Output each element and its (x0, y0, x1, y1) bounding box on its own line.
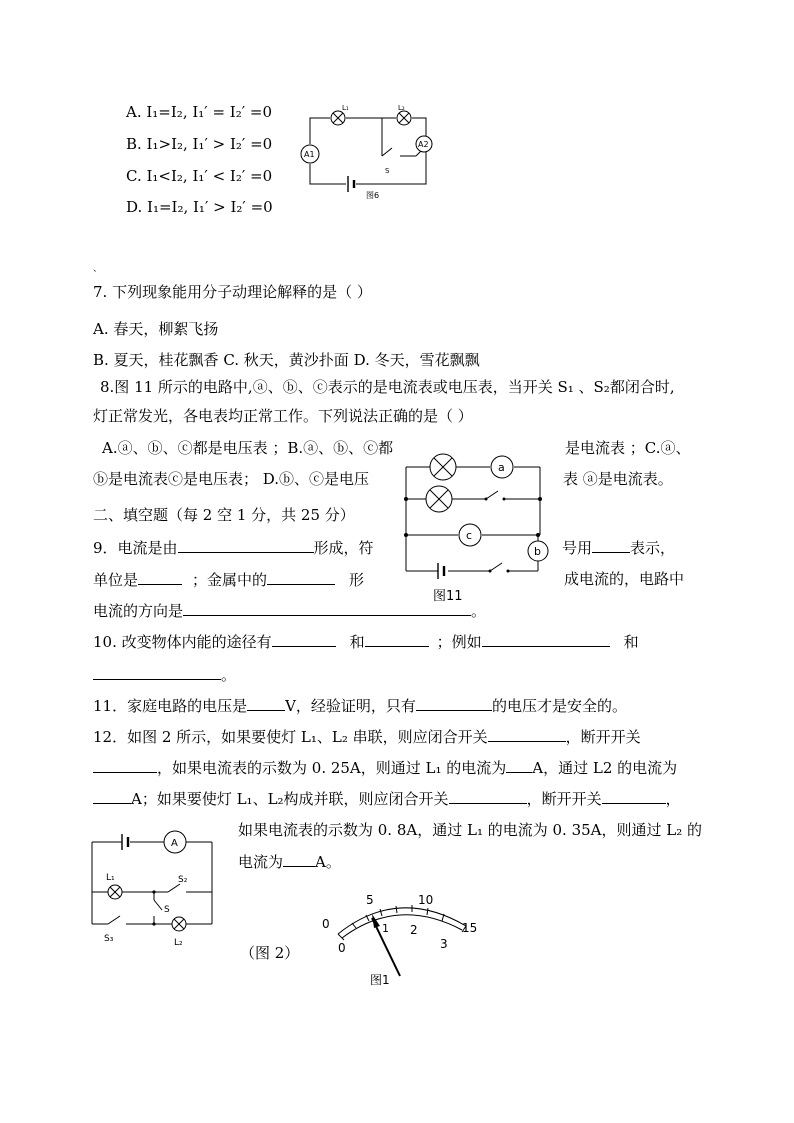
q12-text-3: ，如果电流表的示数为 0. 25A，则通过 L₁ 的电流为 (157, 759, 507, 777)
q8-option-right-1: 是电流表 ；C.ⓐ、 (565, 439, 691, 457)
q11-text-3: 的电压才是安全的。 (491, 697, 627, 715)
q6-option-a: A. I₁=I₂, I₁′ = I₂′ =0 (126, 103, 273, 121)
q10-text-4: 和 (623, 633, 639, 651)
section-2-title: 二、填空题（每 2 空 1 分，共 25 分） (93, 506, 355, 524)
q12-text-7: ， (665, 790, 681, 808)
fig6-ammeter-a1: A1 (304, 150, 315, 159)
q7-options-bcd: B. 夏天，桂花飘香 C. 秋天，黄沙扑面 D. 冬天，雪花飘飘 (93, 351, 480, 369)
q10-text-1: 10. 改变物体内能的途径有 (93, 633, 272, 651)
figure-6-circuit (300, 104, 440, 206)
q8-stem-2: 灯正常发光，各电表均正常工作。下列说法正确的是（ ） (93, 407, 473, 425)
figure-1-meter-dial (318, 890, 488, 990)
q8-stem-1: 8.图 11 所示的电路中,ⓐ、ⓑ、ⓒ表示的是电流表或电压表，当开关 S₁ 、S₂都闭合时, (100, 378, 675, 396)
fig1-outer-tick-5: 5 (366, 893, 374, 907)
q11-blank-1[interactable] (247, 696, 285, 711)
figure-2-caption: （图 2） (240, 944, 300, 962)
q9-text-4: 表示， (630, 539, 676, 557)
q12-blank-7[interactable] (283, 852, 315, 867)
q12-line-5 (238, 852, 341, 871)
q12-text-10: A。 (315, 853, 341, 871)
q10-blank-2[interactable] (365, 632, 429, 647)
fig6-label-l1: L₁ (342, 104, 349, 112)
fig11-meter-c: c (466, 529, 473, 542)
stray-mark: 、 (93, 264, 103, 274)
fig1-caption: 图1 (370, 973, 390, 987)
q9-text-1: 9．电流是由 (93, 539, 178, 557)
fig6-label-s: S (385, 167, 390, 175)
q10-line-1 (93, 632, 639, 651)
q9-line-1-right (562, 538, 675, 557)
fig2-label-l1: L₁ (106, 873, 115, 883)
fig6-label-l2: L₂ (398, 104, 405, 112)
q10-blank-4[interactable] (93, 665, 221, 680)
q12-text-5: A；如果要使灯 L₁、L₂构成并联，则应闭合开关 (131, 790, 449, 808)
fig1-inner-tick-3: 3 (440, 937, 448, 951)
q9-text-10: 。 (471, 602, 487, 620)
q11-text-2: V，经验证明，只有 (285, 697, 416, 715)
q12-blank-4[interactable] (93, 789, 131, 804)
fig1-outer-tick-15: 15 (462, 921, 478, 935)
fig11-caption: 图11 (433, 589, 463, 604)
q9-line-1 (93, 538, 374, 557)
fig1-inner-tick-0: 0 (338, 941, 346, 955)
q9-line-2 (93, 570, 364, 589)
q9-line-3 (93, 601, 486, 620)
q7-question: 7. 下列现象能用分子动理论解释的是（ ） (93, 283, 372, 301)
fig6-caption: 图6 (366, 191, 380, 200)
q8-option-left-1: A.ⓐ、ⓑ、ⓒ都是电压表 ；B.ⓐ、ⓑ、ⓒ都 (102, 439, 394, 457)
fig2-label-s: S (164, 905, 170, 915)
figure-11-circuit (398, 455, 553, 605)
q9-blank-3[interactable] (138, 570, 182, 585)
q9-blank-4[interactable] (267, 570, 335, 585)
q7-option-a: A. 春天，柳絮飞扬 (93, 320, 219, 338)
q9-text-7: 形 (349, 571, 365, 589)
q9-blank-1[interactable] (178, 538, 314, 553)
q8-option-left-2: ⓑ是电流表ⓒ是电压表； D.ⓑ、ⓒ是电压 (93, 470, 370, 488)
q6-option-d: D. I₁=I₂, I₁′ > I₂′ =0 (126, 198, 273, 216)
fig11-meter-a: a (498, 461, 505, 474)
q9-text-2: 形成，符 (313, 539, 374, 557)
q12-text-6: ，断开开关 (526, 790, 602, 808)
q12-text-8: 如果电流表的示数为 0. 8A，通过 L₁ 的电流为 0. 35A，则通过 L₂ 的 (238, 821, 703, 839)
q11-text-1: 11．家庭电路的电压是 (93, 697, 248, 715)
q8-option-right-2: 表 ⓐ是电流表。 (563, 470, 673, 488)
fig1-outer-tick-10: 10 (418, 893, 434, 907)
q10-text-2: 和 (349, 633, 365, 651)
fig1-outer-tick-0: 0 (322, 917, 330, 931)
fig1-inner-tick-1: 1 (382, 922, 389, 935)
fig2-ammeter-label: A (171, 838, 178, 849)
q11-line (93, 696, 627, 715)
fig1-inner-tick-2: 2 (410, 923, 418, 937)
q12-text-4: A，通过 L2 的电流为 (532, 759, 678, 777)
q12-blank-3[interactable] (506, 758, 532, 773)
q9-blank-2[interactable] (592, 538, 630, 553)
q11-blank-2[interactable] (416, 696, 492, 711)
q10-line-2 (93, 665, 236, 684)
q12-text-9: 电流为 (238, 853, 284, 871)
q9-text-6: ；金属中的 (192, 571, 268, 589)
q12-line-2 (93, 758, 677, 777)
q12-line-3 (93, 789, 681, 808)
q9-text-3: 号用 (562, 539, 593, 557)
q6-option-c: C. I₁<I₂, I₁′ < I₂′ =0 (126, 167, 273, 185)
q9-text-9: 电流的方向是 (93, 602, 184, 620)
q10-text-5: 。 (221, 666, 237, 684)
fig6-ammeter-a2: A2 (418, 140, 429, 149)
fig2-label-l2: L₂ (174, 938, 183, 948)
q12-blank-5[interactable] (449, 789, 527, 804)
q9-text-5: 单位是 (93, 571, 139, 589)
q6-option-b: B. I₁>I₂, I₁′ > I₂′ =0 (126, 135, 273, 153)
q10-blank-3[interactable] (482, 632, 610, 647)
q12-blank-1[interactable] (488, 727, 566, 742)
q12-text-1: 12．如图 2 所示，如果要使灯 L₁、L₂ 串联，则应闭合开关 (93, 728, 488, 746)
q12-blank-2[interactable] (93, 758, 157, 773)
fig2-label-s3: S₃ (104, 934, 114, 944)
fig11-meter-b: b (534, 545, 541, 558)
q12-blank-6[interactable] (602, 789, 666, 804)
q10-text-3: ；例如 (436, 633, 482, 651)
figure-2-circuit (88, 828, 220, 952)
q12-line-1 (93, 727, 641, 746)
fig2-label-s2: S₂ (178, 875, 188, 885)
q12-text-2: ，断开开关 (565, 728, 641, 746)
q10-blank-1[interactable] (272, 632, 336, 647)
q9-text-8: 成电流的，电路中 (564, 570, 685, 588)
q9-blank-5[interactable] (183, 601, 471, 616)
